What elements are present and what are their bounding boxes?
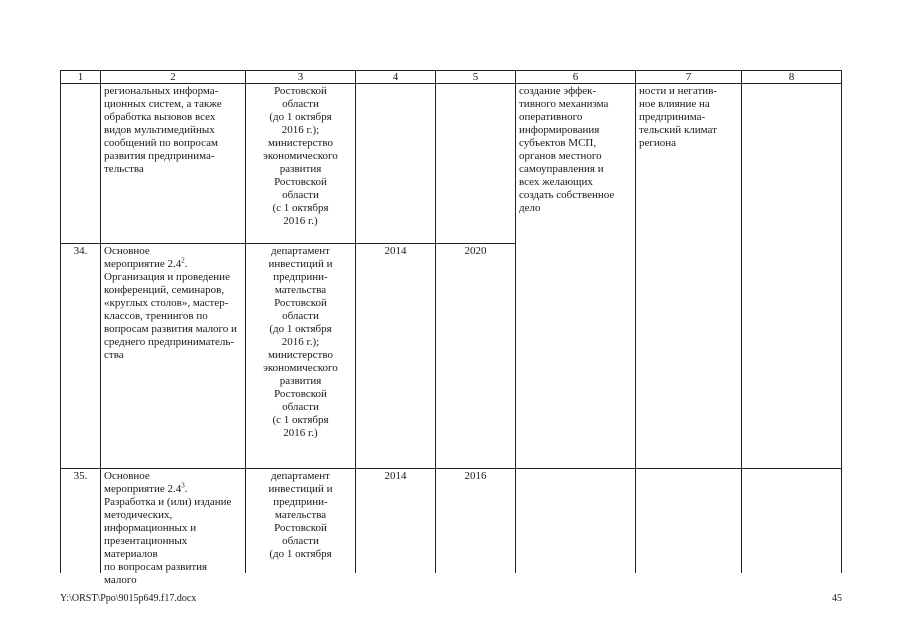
measure-name-text: региональных информа- ционных систем, а также обработка вызовов всех видов мультимедийных сообщений по вопросам развития предпринима- тельства	[104, 85, 222, 175]
end-year-cell: 2016	[436, 469, 516, 573]
row-number-cell: 34.	[61, 244, 101, 469]
consequences-text: ности и негатив- ное влияние на предпринима- тельский климат региона	[639, 85, 718, 149]
measure-title-text: . Разработка и (или) издание методических, информационных и презентационных материалов по вопросам развития малого	[104, 483, 232, 586]
table-row	[61, 469, 842, 573]
header-cell: 2	[101, 71, 246, 84]
table-row	[61, 84, 842, 244]
start-year-cell: 2014	[356, 244, 436, 469]
executor-text: департамент инвестиций и предприни- мательства Ростовской области (до 1 октября	[268, 470, 333, 560]
measure-title-text: Основное мероприятие 2.4	[104, 245, 182, 270]
row-number-cell: 35.	[61, 469, 101, 573]
expected-result-cell	[516, 469, 636, 573]
measure-title-text: Основное мероприятие 2.4	[104, 470, 182, 495]
consequences-cell	[636, 84, 742, 469]
start-year-cell: 2014	[356, 469, 436, 573]
measure-name-cell	[101, 244, 246, 469]
measure-name-cell	[101, 469, 246, 586]
end-year-cell	[436, 84, 516, 244]
page-number: 45	[832, 593, 842, 604]
table-header-row	[61, 71, 842, 84]
executor-text: Ростовской области (до 1 октября 2016 г.); министерство экономического развития Ростовской области (с 1 октября 2016 г.)	[263, 85, 338, 227]
measure-name-cell	[101, 84, 246, 244]
measures-table	[60, 70, 842, 586]
related-indicators-cell	[742, 469, 842, 573]
header-cell: 3	[246, 71, 356, 84]
header-cell: 8	[742, 71, 842, 84]
header-cell: 6	[516, 71, 636, 84]
header-cell: 5	[436, 71, 516, 84]
header-cell: 7	[636, 71, 742, 84]
executor-cell	[246, 244, 356, 469]
header-cell: 4	[356, 71, 436, 84]
expected-result-text: создание эффек- тивного механизма оперативного информирования субъектов МСП, органов местного самоуправления и всех желающих создать собственное дело	[519, 85, 615, 214]
executor-text: департамент инвестиций и предприни- мательства Ростовской области (до 1 октября 2016 г.); министерство экономического развития Ростовской области (с 1 октября 2016 г.)	[263, 245, 338, 439]
row-number-cell	[61, 84, 101, 244]
executor-cell	[246, 84, 356, 244]
end-year-cell: 2020	[436, 244, 516, 469]
executor-cell	[246, 469, 356, 573]
consequences-cell	[636, 469, 742, 573]
start-year-cell	[356, 84, 436, 244]
footnote-mark: 3	[181, 481, 185, 490]
expected-result-cell	[516, 84, 636, 469]
measure-title-text: . Организация и проведение конференций, семинаров, «круглых столов», мастер- классов, тренингов по вопросам развития малого и среднего предприниматель- ства	[104, 258, 237, 361]
related-indicators-cell	[742, 84, 842, 469]
footnote-mark: 2	[181, 256, 185, 265]
file-path-footer: Y:\ORST\Ppo\9015p649.f17.docx	[60, 593, 197, 604]
header-cell: 1	[61, 71, 101, 84]
